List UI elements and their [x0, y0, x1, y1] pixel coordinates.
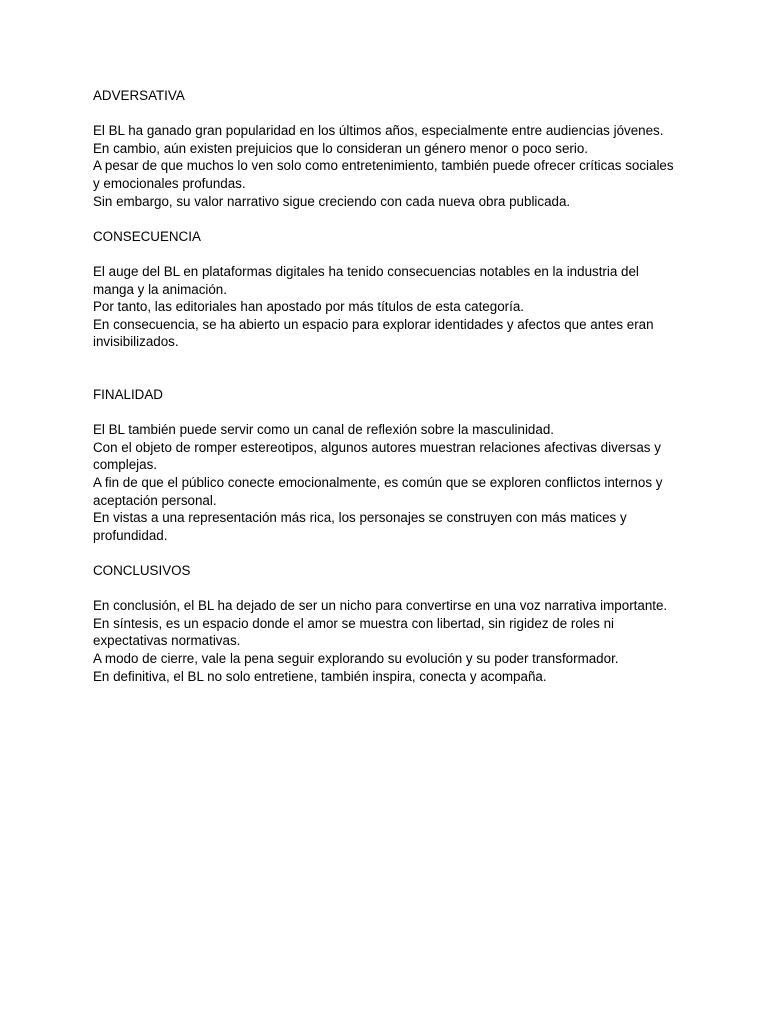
section-body [93, 597, 683, 685]
paragraph: Sin embargo, su valor narrativo sigue creciendo con cada nueva obra publicada. [93, 193, 571, 209]
section-heading: ADVERSATIVA [93, 88, 185, 103]
paragraph: En definitiva, el BL no solo entretiene, también inspira, conecta y acompaña. [93, 668, 547, 684]
paragraph: A fin de que el público conecte emocionalmente, es común que se exploren conflictos internos y aceptación personal. [93, 475, 663, 508]
paragraph: En síntesis, es un espacio donde el amor se muestra con libertad, sin rigidez de roles ni expectativas normativas. [93, 615, 615, 649]
section-body [93, 122, 683, 210]
paragraph: En vistas a una representación más rica, los personajes se construyen con más matices y profundidad. [93, 510, 627, 543]
paragraph: Por tanto, las editoriales han apostado por más títulos de esta categoría. [93, 299, 524, 315]
paragraph: El BL ha ganado gran popularidad en los últimos años, especialmente entre audiencias jóvenes. [93, 123, 664, 139]
paragraph: A pesar de que muchos lo ven solo como entretenimiento, también puede ofrecer críticas sociales y emocionales profundas. [93, 158, 674, 191]
paragraph: A modo de cierre, vale la pena seguir explorando su evolución y su poder transformador. [93, 651, 619, 666]
section-finalidad [93, 386, 683, 544]
section-body [93, 263, 683, 351]
paragraph: El BL también puede servir como un canal de reflexión sobre la masculinidad. [93, 422, 554, 438]
section-adversativa [93, 87, 683, 210]
paragraph: En consecuencia, se ha abierto un espacio para explorar identidades y afectos que antes eran invisibilizados. [93, 316, 654, 350]
section-heading: CONSECUENCIA [93, 228, 201, 244]
paragraph: Con el objeto de romper estereotipos, algunos autores muestran relaciones afectivas diversas y complejas. [93, 439, 661, 473]
paragraph: En conclusión, el BL ha dejado de ser un nicho para convertirse en una voz narrativa importante. [93, 598, 668, 614]
section-consecuencia [93, 228, 683, 351]
section-conclusivos [93, 562, 683, 685]
section-heading: FINALIDAD [93, 387, 163, 403]
section-heading: CONCLUSIVOS [93, 563, 191, 579]
paragraph: El auge del BL en plataformas digitales ha tenido consecuencias notables en la industria del manga y la animación. [93, 263, 639, 297]
section-body [93, 421, 683, 544]
paragraph: En cambio, aún existen prejuicios que lo consideran un género menor o poco serio. [93, 140, 589, 156]
document-content [93, 87, 683, 703]
